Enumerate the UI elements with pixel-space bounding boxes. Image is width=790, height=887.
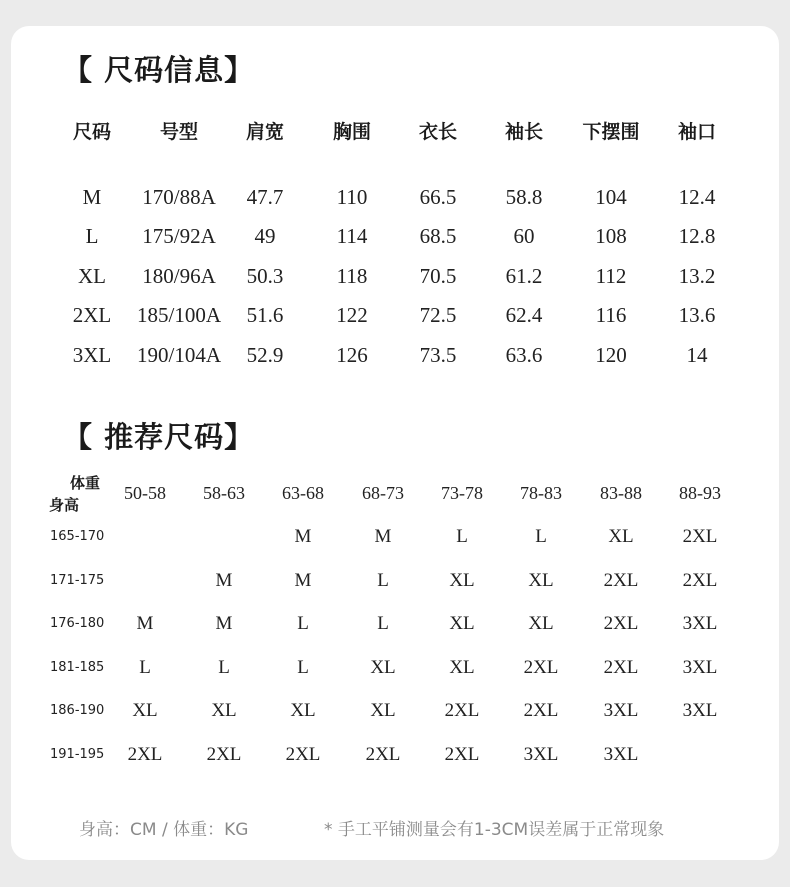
size-table-cell: 63.6 — [505, 343, 543, 367]
recommended-size-cell: XL — [449, 570, 475, 591]
recommended-size-cell: XL — [132, 700, 158, 721]
recommended-size-cell: 2XL — [682, 526, 718, 547]
weight-range-header: 50-58 — [124, 483, 166, 503]
height-range-label: 181-185 — [50, 660, 105, 675]
size-header-cell: 尺码 — [72, 121, 112, 143]
units-note: 身高：CM / 体重：KG — [79, 820, 249, 840]
size-header-cell: 袖口 — [677, 121, 717, 143]
recommended-size-cell: L — [297, 657, 309, 678]
size-info-title: 【 尺码信息】 — [63, 53, 255, 87]
size-table-cell: 118 — [336, 264, 368, 288]
size-header-cell: 下摆围 — [582, 121, 640, 143]
recommended-size-cell: 2XL — [523, 700, 559, 721]
recommended-size-cell: XL — [528, 613, 554, 634]
recommended-size-cell: XL — [370, 700, 396, 721]
size-table-cell: 50.3 — [246, 264, 284, 288]
size-table-cell: 61.2 — [505, 264, 543, 288]
size-header-cell: 号型 — [159, 121, 199, 143]
recommended-size-cell: M — [294, 526, 312, 547]
size-header-cell: 胸围 — [332, 121, 372, 143]
size-table-cell: 47.7 — [246, 185, 284, 209]
size-table-cell: 114 — [336, 224, 368, 248]
recommended-size-cell: 2XL — [206, 744, 242, 765]
size-table-cell: XL — [78, 264, 106, 288]
size-table-cell: 180/96A — [142, 264, 216, 288]
size-table-cell: 110 — [336, 185, 368, 209]
weight-range-header: 58-63 — [203, 483, 245, 503]
size-table-cell: 70.5 — [419, 264, 457, 288]
recommended-size-cell: XL — [449, 613, 475, 634]
recommended-size-cell: XL — [370, 657, 396, 678]
size-table-cell: M — [82, 185, 102, 209]
size-table-cell: 60 — [513, 224, 535, 248]
recommended-size-cell: L — [139, 657, 151, 678]
recommend-title: 【 推荐尺码】 — [63, 420, 255, 454]
size-table-cell: 12.8 — [678, 224, 716, 248]
size-table-cell: 51.6 — [246, 303, 284, 327]
size-table-cell: 68.5 — [419, 224, 457, 248]
size-header-cell: 肩宽 — [245, 121, 285, 143]
recommended-size-cell: XL — [290, 700, 316, 721]
size-table-cell: L — [85, 224, 99, 248]
weight-corner-label: 体重 — [70, 474, 101, 492]
size-table-cell: 12.4 — [678, 185, 716, 209]
recommended-size-cell: 3XL — [603, 700, 639, 721]
size-table-cell: 2XL — [72, 303, 112, 327]
recommended-size-cell: 2XL — [444, 744, 480, 765]
measurement-note: * 手工平铺测量会有1-3CM误差属于正常现象 — [324, 820, 665, 840]
recommended-size-cell: 3XL — [682, 657, 718, 678]
size-table-cell: 58.8 — [505, 185, 543, 209]
recommended-size-cell: 2XL — [444, 700, 480, 721]
recommended-size-cell: 2XL — [365, 744, 401, 765]
size-table-cell: 185/100A — [137, 303, 221, 327]
recommended-size-cell: XL — [449, 657, 475, 678]
weight-range-header: 68-73 — [362, 483, 404, 503]
size-table-cell: 13.6 — [678, 303, 716, 327]
recommended-size-cell: 2XL — [603, 613, 639, 634]
size-table-cell: 3XL — [72, 343, 112, 367]
size-table-cell: 52.9 — [246, 343, 284, 367]
recommended-size-cell: L — [377, 570, 389, 591]
size-table-cell: 116 — [595, 303, 627, 327]
size-table-cell: 112 — [595, 264, 627, 288]
size-header-cell: 袖长 — [504, 121, 544, 143]
recommended-size-cell: 2XL — [285, 744, 321, 765]
recommended-size-cell: XL — [528, 570, 554, 591]
size-table-cell: 175/92A — [142, 224, 216, 248]
weight-range-header: 88-93 — [679, 483, 721, 503]
size-table-cell: 108 — [595, 224, 627, 248]
weight-range-header: 83-88 — [600, 483, 642, 503]
recommended-size-cell: L — [535, 526, 547, 547]
recommended-size-cell: 2XL — [682, 570, 718, 591]
size-table-cell: 122 — [336, 303, 368, 327]
recommended-size-cell: M — [294, 570, 312, 591]
recommended-size-cell: 2XL — [523, 657, 559, 678]
recommended-size-cell: M — [374, 526, 392, 547]
size-table-cell: 104 — [595, 185, 627, 209]
recommended-size-cell: L — [456, 526, 468, 547]
recommended-size-cell: M — [136, 613, 154, 634]
recommended-size-cell: M — [215, 613, 233, 634]
recommended-size-cell: L — [218, 657, 230, 678]
height-range-label: 191-195 — [50, 747, 105, 762]
recommended-size-cell: 3XL — [603, 744, 639, 765]
weight-range-header: 78-83 — [520, 483, 562, 503]
size-header-cell: 衣长 — [418, 121, 458, 143]
recommended-size-cell: 3XL — [523, 744, 559, 765]
recommended-size-cell: M — [215, 570, 233, 591]
recommended-size-cell: L — [297, 613, 309, 634]
recommended-size-cell: 2XL — [603, 570, 639, 591]
size-table-cell: 126 — [336, 343, 368, 367]
size-table-cell: 62.4 — [505, 303, 543, 327]
recommended-size-cell: 2XL — [603, 657, 639, 678]
weight-range-header: 63-68 — [282, 483, 324, 503]
size-table-cell: 73.5 — [419, 343, 457, 367]
recommended-size-cell: XL — [608, 526, 634, 547]
recommended-size-cell: XL — [211, 700, 237, 721]
size-table-cell: 72.5 — [419, 303, 457, 327]
size-table-cell: 120 — [595, 343, 627, 367]
size-table-cell: 190/104A — [137, 343, 221, 367]
recommended-size-cell: 3XL — [682, 613, 718, 634]
recommended-size-cell: 3XL — [682, 700, 718, 721]
size-table-cell: 170/88A — [142, 185, 216, 209]
size-table-cell: 14 — [686, 343, 708, 367]
size-table-cell: 49 — [254, 224, 276, 248]
size-chart-card — [11, 26, 779, 860]
size-table-cell: 66.5 — [419, 185, 457, 209]
recommended-size-cell: L — [377, 613, 389, 634]
height-corner-label: 身高 — [49, 496, 80, 514]
height-range-label: 171-175 — [50, 573, 105, 588]
height-range-label: 165-170 — [50, 529, 105, 544]
recommended-size-cell: 2XL — [127, 744, 163, 765]
weight-range-header: 73-78 — [441, 483, 483, 503]
size-table-cell: 13.2 — [678, 264, 716, 288]
height-range-label: 176-180 — [50, 616, 105, 631]
height-range-label: 186-190 — [50, 703, 105, 718]
